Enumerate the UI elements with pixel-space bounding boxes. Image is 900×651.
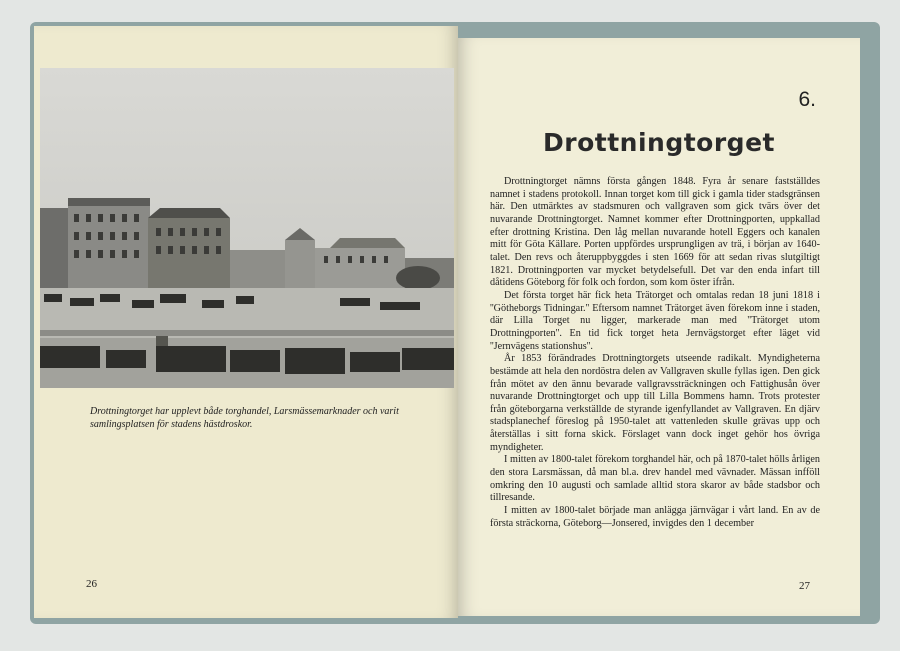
chapter-number: 6.: [798, 88, 816, 111]
right-page: [458, 38, 860, 616]
chapter-title: Drottningtorget: [543, 128, 775, 157]
paragraph: I mitten av 1800-talet började man anlägga järnvägar i vårt land. En av de första sträckorna, Göteborg—Jonsered, invigdes den 1 december: [490, 505, 820, 529]
page-number-right: 27: [799, 580, 810, 592]
paragraph: År 1853 förändrades Drottningtorgets utseende radikalt. Myndigheterna bestämde att hela den nordöstra delen av Vallgraven skulle fyllas igen. Den gick från mötet av den ännu bevarade vallgravssträckningen och Fattighusån över nuvarande Drottningtorget och upp till Lilla Bommens hamn. Trots protester från göteborgarna verkställde de styrande igenfyllandet av Vallgraven. En djärv stadsplanechef föreslog på 1950-talet att vattenleden skulle grävas upp och återställas i sitt forna skick. Förslaget vann dock inget gehör hos övriga myndigheter.: [490, 353, 820, 453]
left-page: [34, 26, 458, 618]
paragraph: Det första torget här fick heta Trätorget och omtalas redan 18 juni 1818 i ''Götheborgs Tidningar.'' Eftersom namnet Trätorget även förekom inne i staden, där Lilla Torget nu ligger, markerade man med ''Trätorget utom Drottningporten''. En tid fick torget heta Jernvägstorget efter läget vid ''Jernvägens stationshus''.: [490, 289, 820, 352]
paragraph: Drottningtorget nämns första gången 1848. Fyra år senare fastställdes namnet i stadens protokoll. Innan torget kom till gick i gamla tider stadsgränsen här. Den utmärktes av stadsmuren och vallgraven som gick tvärs över det nuvarande Drottningtorget. Namnet kommer efter Drottningporten, uppkallad efter drottning Kristina. Den låg mellan nuvarande hotell Eggers och kanalen mitt för Göta Källare. Porten uppfördes ursprungligen av trä, i början av 1640-talet. Den revs och återuppbyggdes i sten 1669 för att sedan rivas slutgiltigt 1821. Drottningporten var mycket betydelsefull. Det var den enda infart till dåtidens Göteborg för folk och fordon, som kom öster ifrån.: [490, 176, 820, 289]
page-number-left: 26: [86, 578, 97, 590]
paragraph: I mitten av 1800-talet förekom torghandel här, och på 1870-talet hölls årligen den stora Larsmässan, då man bl.a. drev handel med vävnader. Mässan infföll omkring den 10 augusti och samlade alltid stora skaror av både stadsbor och tillresande.: [490, 454, 820, 504]
photo-caption: Drottningtorget har upplevt både torghandel, Larsmässemarknader och varit samlingsplatsen för stadens hästdroskor.: [90, 406, 399, 430]
historical-photograph: [40, 68, 454, 388]
body-text: [490, 176, 820, 530]
